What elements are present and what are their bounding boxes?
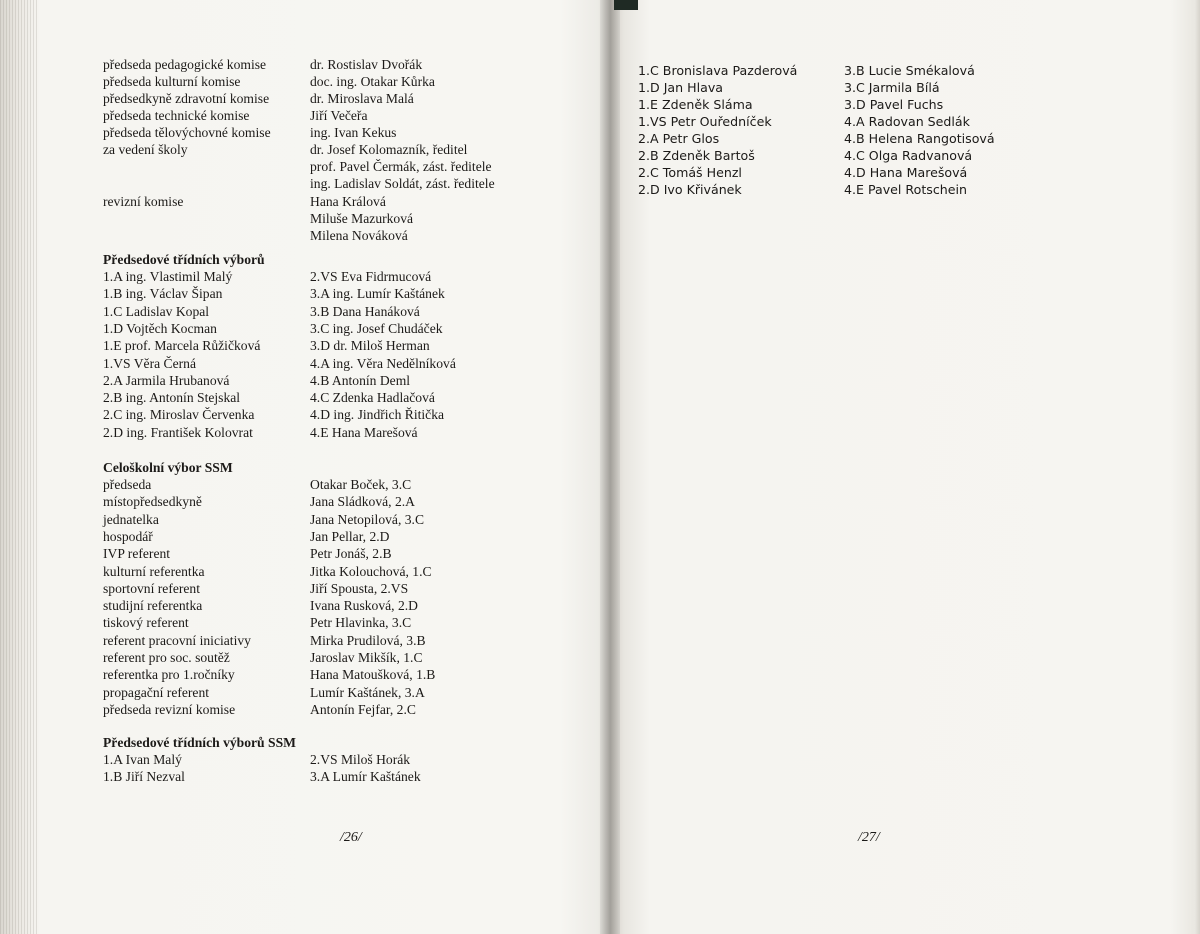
class-head-entry: 1.C Ladislav Kopal — [103, 304, 210, 319]
committee-person: dr. Miroslava Malá — [310, 91, 414, 106]
ssm-class-head-entry: 2.VS Miloš Horák — [310, 752, 411, 767]
committee-role: revizní komise — [103, 194, 184, 209]
committee-role: předseda pedagogické komise — [103, 57, 267, 72]
class-head-entry: 2.C Tomáš Henzl — [638, 165, 742, 180]
ssm-person: Hana Matoušková, 1.B — [310, 667, 436, 682]
section-heading-ssm-class-heads: Předsedové třídních výborů SSM — [103, 735, 296, 750]
class-head-entry: 4.E Pavel Rotschein — [844, 182, 967, 197]
class-head-entry: 4.E Hana Marešová — [310, 425, 418, 440]
committee-role: předseda technické komise — [103, 108, 250, 123]
class-head-entry: 2.B ing. Antonín Stejskal — [103, 390, 241, 405]
committee-role: předseda tělovýchovné komise — [103, 125, 271, 140]
ssm-role: předseda — [103, 477, 152, 492]
ssm-role: propagační referent — [103, 685, 210, 700]
committee-person: Milena Nováková — [310, 228, 408, 243]
class-head-entry: 3.C Jarmila Bílá — [844, 80, 940, 95]
ssm-role: hospodář — [103, 529, 153, 544]
class-head-entry: 1.E prof. Marcela Růžičková — [103, 338, 261, 353]
class-head-entry: 3.D Pavel Fuchs — [844, 97, 944, 112]
class-head-entry: 2.A Jarmila Hrubanová — [103, 373, 230, 388]
class-head-entry: 3.B Lucie Smékalová — [844, 63, 975, 78]
class-head-entry: 4.C Zdenka Hadlačová — [310, 390, 435, 405]
ssm-person: Lumír Kaštánek, 3.A — [310, 685, 425, 700]
committee-person: dr. Josef Kolomazník, ředitel — [310, 142, 468, 157]
committee-person: prof. Pavel Čermák, zást. ředitele — [310, 159, 492, 174]
class-head-entry: 4.B Helena Rangotisová — [844, 131, 995, 146]
committee-role: předseda kulturní komise — [103, 74, 241, 89]
committee-person: ing. Ladislav Soldát, zást. ředitele — [310, 176, 495, 191]
page-number-left: /26/ — [340, 830, 362, 845]
ssm-role: studijní referentka — [103, 598, 203, 613]
ssm-role: kulturní referentka — [103, 564, 205, 579]
committee-role: za vedení školy — [103, 142, 188, 157]
class-head-entry: 2.D ing. František Kolovrat — [103, 425, 253, 440]
section-heading-class-heads: Předsedové třídních výborů — [103, 252, 265, 267]
class-head-entry: 1.VS Petr Ouředníček — [638, 114, 772, 129]
class-head-entry: 3.D dr. Miloš Herman — [310, 338, 430, 353]
class-head-entry: 4.A ing. Věra Nedělníková — [310, 356, 456, 371]
class-head-entry: 2.VS Eva Fidrmucová — [310, 269, 432, 284]
class-head-entry: 3.B Dana Hanáková — [310, 304, 420, 319]
ssm-person: Jaroslav Mikšík, 1.C — [310, 650, 423, 665]
committee-person: ing. Ivan Kekus — [310, 125, 397, 140]
class-head-entry: 4.B Antonín Deml — [310, 373, 411, 388]
ssm-person: Jiří Spousta, 2.VS — [310, 581, 409, 596]
ssm-person: Jan Pellar, 2.D — [310, 529, 390, 544]
ssm-role: tiskový referent — [103, 615, 189, 630]
committee-role: předsedkyně zdravotní komise — [103, 91, 270, 106]
ssm-person: Petr Jonáš, 2.B — [310, 546, 392, 561]
class-head-entry: 1.VS Věra Černá — [103, 356, 196, 371]
committee-person: dr. Rostislav Dvořák — [310, 57, 423, 72]
ssm-person: Ivana Rusková, 2.D — [310, 598, 418, 613]
ssm-class-head-entry: 1.A Ivan Malý — [103, 752, 182, 767]
ssm-person: Petr Hlavinka, 3.C — [310, 615, 412, 630]
committee-person: Miluše Mazurková — [310, 211, 414, 226]
section-heading-ssm: Celoškolní výbor SSM — [103, 460, 233, 475]
ssm-role: referent pro soc. soutěž — [103, 650, 230, 665]
class-head-entry: 1.B ing. Václav Šipan — [103, 286, 223, 301]
right-page — [610, 0, 1200, 934]
class-head-entry: 2.B Zdeněk Bartoš — [638, 148, 755, 163]
ssm-class-head-entry: 3.A Lumír Kaštánek — [310, 769, 421, 784]
class-head-entry: 4.D ing. Jindřich Řitička — [310, 407, 445, 422]
class-head-entry: 3.C ing. Josef Chudáček — [310, 321, 443, 336]
class-head-entry: 1.C Bronislava Pazderová — [638, 63, 798, 78]
ssm-role: jednatelka — [103, 512, 159, 527]
ssm-person: Jana Sládková, 2.A — [310, 494, 415, 509]
ssm-role: předseda revizní komise — [103, 702, 236, 717]
book-gutter — [600, 0, 620, 934]
committee-person: Hana Králová — [310, 194, 386, 209]
class-head-entry: 4.A Radovan Sedlák — [844, 114, 970, 129]
committee-person: Jiří Večeřa — [310, 108, 368, 123]
ssm-class-head-entry: 1.B Jiří Nezval — [103, 769, 185, 784]
page-edge-texture — [0, 0, 38, 934]
class-head-entry: 3.A ing. Lumír Kaštánek — [310, 286, 445, 301]
ssm-person: Mirka Prudilová, 3.B — [310, 633, 426, 648]
ssm-person: Otakar Boček, 3.C — [310, 477, 412, 492]
class-head-entry: 4.D Hana Marešová — [844, 165, 968, 180]
committee-person: doc. ing. Otakar Kůrka — [310, 74, 435, 89]
ssm-person: Jitka Kolouchová, 1.C — [310, 564, 432, 579]
class-head-entry: 1.E Zdeněk Sláma — [638, 97, 753, 112]
binding-edge — [614, 0, 638, 10]
ssm-role: IVP referent — [103, 546, 171, 561]
class-head-entry: 2.D Ivo Křivánek — [638, 182, 742, 197]
ssm-person: Jana Netopilová, 3.C — [310, 512, 425, 527]
ssm-person: Antonín Fejfar, 2.C — [310, 702, 416, 717]
class-head-entry: 2.A Petr Glos — [638, 131, 720, 146]
class-head-entry: 2.C ing. Miroslav Červenka — [103, 407, 255, 422]
ssm-role: referent pracovní iniciativy — [103, 633, 251, 648]
page-number-right: /27/ — [858, 830, 880, 845]
class-head-entry: 1.D Jan Hlava — [638, 80, 723, 95]
ssm-role: místopředsedkyně — [103, 494, 202, 509]
class-head-entry: 1.A ing. Vlastimil Malý — [103, 269, 233, 284]
class-head-entry: 1.D Vojtěch Kocman — [103, 321, 217, 336]
ssm-role: sportovní referent — [103, 581, 201, 596]
ssm-role: referentka pro 1.ročníky — [103, 667, 235, 682]
class-head-entry: 4.C Olga Radvanová — [844, 148, 973, 163]
